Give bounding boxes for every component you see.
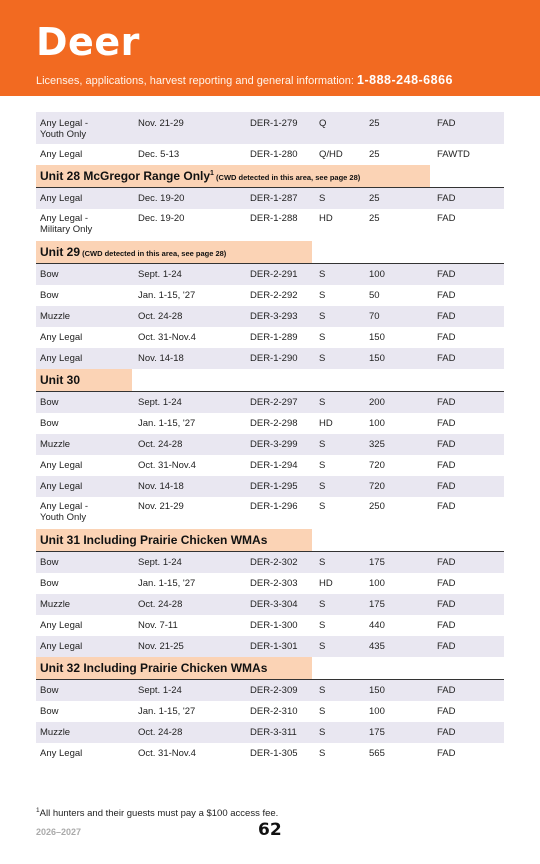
hunt-code: DER-3-311 xyxy=(250,727,297,738)
bag-limit: FAD xyxy=(437,557,456,568)
hunt-dates: Sept. 1-24 xyxy=(138,557,182,568)
hunt-code: DER-1-279 xyxy=(250,118,298,129)
license-type: HD xyxy=(319,213,333,224)
table-row xyxy=(36,144,504,165)
hunt-type-line: Bow xyxy=(40,397,59,408)
hunt-type-line: Bow xyxy=(40,290,59,301)
license-type: S xyxy=(319,332,326,343)
header-subtitle xyxy=(36,73,453,88)
hunt-type xyxy=(40,599,132,610)
hunt-type-line: Bow xyxy=(40,706,59,717)
hunt-code: DER-2-302 xyxy=(250,557,298,568)
hunt-type xyxy=(40,460,132,471)
hunt-dates: Nov. 21-29 xyxy=(138,118,184,129)
hunt-code: DER-2-303 xyxy=(250,578,298,589)
bag-limit: FAD xyxy=(437,620,456,631)
hunt-code: DER-2-292 xyxy=(250,290,298,301)
table-row xyxy=(36,285,504,306)
unit-label xyxy=(36,241,312,263)
hunt-dates: Nov. 21-25 xyxy=(138,641,184,652)
license-type: S xyxy=(319,620,326,631)
unit-note: (CWD detected in this area, see page 28) xyxy=(80,249,227,258)
hunt-type xyxy=(40,193,132,204)
hunt-type-line: Any Legal - xyxy=(40,213,89,224)
bag-limit: FAD xyxy=(437,332,456,343)
license-count: 25 xyxy=(369,213,380,224)
hunt-dates: Nov. 21-29 xyxy=(138,501,184,512)
hunt-type-qualifier: Youth Only xyxy=(40,129,87,140)
table-row xyxy=(36,594,504,615)
bag-limit: FAD xyxy=(437,599,456,610)
table-row xyxy=(36,476,504,497)
hunt-type-line: Bow xyxy=(40,685,59,696)
hunt-code: DER-2-291 xyxy=(250,269,298,280)
footnote-text: All hunters and their guests must pay a $100 access fee. xyxy=(39,808,279,819)
hunt-type-line: Muzzle xyxy=(40,439,71,450)
table-row xyxy=(36,306,504,327)
license-count: 565 xyxy=(369,748,385,759)
license-count: 100 xyxy=(369,418,385,429)
footnote-marker: 1 xyxy=(36,807,40,814)
table-row xyxy=(36,455,504,476)
hunt-type xyxy=(40,748,132,759)
hunt-type-line: Any Legal xyxy=(40,332,83,343)
license-count: 25 xyxy=(369,149,380,160)
unit-label xyxy=(36,657,312,679)
hunt-type-line: Any Legal xyxy=(40,620,83,631)
hunt-type xyxy=(40,213,132,235)
table-row xyxy=(36,348,504,369)
unit-header xyxy=(36,369,504,392)
hunt-dates: Sept. 1-24 xyxy=(138,397,182,408)
hunt-type xyxy=(40,332,132,343)
table-row xyxy=(36,188,504,209)
license-count: 150 xyxy=(369,332,385,343)
hunt-type xyxy=(40,557,132,568)
hunt-code: DER-1-287 xyxy=(250,193,298,204)
unit-header xyxy=(36,165,504,188)
table-row xyxy=(36,434,504,455)
hunt-dates: Jan. 1-15, '27 xyxy=(138,706,196,717)
hunt-type xyxy=(40,439,132,450)
hunt-dates: Sept. 1-24 xyxy=(138,269,182,280)
hunt-code: DER-3-304 xyxy=(250,599,298,610)
hunt-type xyxy=(40,727,132,738)
license-count: 25 xyxy=(369,118,380,129)
hunt-dates: Oct. 31-Nov.4 xyxy=(138,332,196,343)
hunt-type-line: Any Legal xyxy=(40,353,83,364)
hunt-dates: Dec. 19-20 xyxy=(138,193,185,204)
unit-header xyxy=(36,529,504,552)
hunt-table xyxy=(36,112,504,764)
bag-limit: FAD xyxy=(437,397,456,408)
hunt-type-line: Bow xyxy=(40,418,59,429)
hunt-dates: Dec. 19-20 xyxy=(138,213,185,224)
unit-name: Unit 30 xyxy=(40,373,81,387)
license-count: 150 xyxy=(369,685,385,696)
hunt-type xyxy=(40,149,132,160)
license-type: Q/HD xyxy=(319,149,343,160)
hunt-code: DER-2-298 xyxy=(250,418,298,429)
license-count: 150 xyxy=(369,353,385,364)
hunt-dates: Sept. 1-24 xyxy=(138,685,182,696)
license-type: S xyxy=(319,269,326,280)
hunt-code: DER-2-310 xyxy=(250,706,298,717)
hunt-type-line: Any Legal - xyxy=(40,501,89,512)
footer-years: 2026–2027 xyxy=(36,827,82,837)
hunt-type-line: Muzzle xyxy=(40,727,71,738)
table-row xyxy=(36,413,504,434)
license-type: S xyxy=(319,557,326,568)
license-type: S xyxy=(319,353,326,364)
hunt-dates: Nov. 14-18 xyxy=(138,353,184,364)
license-type: S xyxy=(319,481,326,492)
hunt-code: DER-1-288 xyxy=(250,213,298,224)
license-count: 250 xyxy=(369,501,385,512)
page-header xyxy=(0,0,540,96)
hunt-type-qualifier: Youth Only xyxy=(40,512,87,523)
license-count: 720 xyxy=(369,481,385,492)
hunt-dates: Oct. 24-28 xyxy=(138,599,183,610)
unit-note: (CWD detected in this area, see page 28) xyxy=(213,173,361,182)
bag-limit: FAD xyxy=(437,481,456,492)
hunt-type xyxy=(40,269,132,280)
bag-limit: FAD xyxy=(437,685,456,696)
license-count: 440 xyxy=(369,620,385,631)
hunt-type-line: Muzzle xyxy=(40,599,71,610)
license-count: 100 xyxy=(369,269,385,280)
hunt-type xyxy=(40,353,132,364)
license-count: 175 xyxy=(369,599,385,610)
bag-limit: FAD xyxy=(437,501,456,512)
table-row xyxy=(36,680,504,701)
license-type: S xyxy=(319,685,326,696)
license-count: 70 xyxy=(369,311,380,322)
table-row xyxy=(36,327,504,348)
hunt-dates: Jan. 1-15, '27 xyxy=(138,578,196,589)
hunt-code: DER-1-301 xyxy=(250,641,298,652)
license-type: S xyxy=(319,501,326,512)
hunt-type xyxy=(40,501,132,523)
table-row xyxy=(36,743,504,764)
license-count: 720 xyxy=(369,460,385,471)
bag-limit: FAD xyxy=(437,213,456,224)
hunt-type xyxy=(40,578,132,589)
unit-header xyxy=(36,241,504,264)
bag-limit: FAD xyxy=(437,578,456,589)
license-type: Q xyxy=(319,118,327,129)
bag-limit: FAD xyxy=(437,418,456,429)
hunt-code: DER-1-294 xyxy=(250,460,298,471)
hunt-code: DER-1-280 xyxy=(250,149,298,160)
table-row xyxy=(36,552,504,573)
hunt-dates: Oct. 24-28 xyxy=(138,727,183,738)
license-type: S xyxy=(319,599,326,610)
hunt-code: DER-3-299 xyxy=(250,439,298,450)
table-row xyxy=(36,636,504,657)
license-type: S xyxy=(319,641,326,652)
hunt-dates: Jan. 1-15, '27 xyxy=(138,290,196,301)
hunt-code: DER-2-297 xyxy=(250,397,298,408)
hunt-type-line: Bow xyxy=(40,578,59,589)
bag-limit: FAD xyxy=(437,193,456,204)
hunt-type-line: Muzzle xyxy=(40,311,71,322)
hunt-type xyxy=(40,397,132,408)
license-type: S xyxy=(319,439,326,450)
hunt-dates: Nov. 7-11 xyxy=(138,620,178,631)
hunt-dates: Nov. 14-18 xyxy=(138,481,184,492)
table-row xyxy=(36,209,504,241)
bag-limit: FAD xyxy=(437,118,456,129)
table-row xyxy=(36,573,504,594)
bag-limit: FAWTD xyxy=(437,149,470,160)
license-count: 325 xyxy=(369,439,385,450)
table-row xyxy=(36,722,504,743)
hunt-code: DER-1-289 xyxy=(250,332,298,343)
hunt-dates: Oct. 24-28 xyxy=(138,439,183,450)
license-type: S xyxy=(319,311,326,322)
hunt-type xyxy=(40,290,132,301)
license-count: 100 xyxy=(369,578,385,589)
hunt-code: DER-1-305 xyxy=(250,748,298,759)
bag-limit: FAD xyxy=(437,311,456,322)
license-type: S xyxy=(319,397,326,408)
hunt-type-qualifier: Military Only xyxy=(40,224,93,235)
hunt-dates: Oct. 31-Nov.4 xyxy=(138,748,196,759)
hunt-dates: Oct. 31-Nov.4 xyxy=(138,460,196,471)
license-count: 25 xyxy=(369,193,380,204)
hunt-code: DER-1-290 xyxy=(250,353,298,364)
table-row xyxy=(36,392,504,413)
license-type: S xyxy=(319,748,326,759)
unit-header xyxy=(36,657,504,680)
page-number: 62 xyxy=(258,820,282,840)
hunt-type xyxy=(40,311,132,322)
bag-limit: FAD xyxy=(437,269,456,280)
license-count: 175 xyxy=(369,727,385,738)
hunt-type xyxy=(40,685,132,696)
unit-name: Unit 29 xyxy=(40,245,81,259)
hunt-type xyxy=(40,481,132,492)
hunt-type-line: Any Legal xyxy=(40,481,83,492)
license-count: 100 xyxy=(369,706,385,717)
hunt-type-line: Any Legal xyxy=(40,641,83,652)
license-type: S xyxy=(319,290,326,301)
table-row xyxy=(36,264,504,285)
unit-name: Unit 32 Including Prairie Chicken WMAs xyxy=(40,661,268,675)
subtitle-text: Licenses, applications, harvest reporting and general information: xyxy=(36,75,358,87)
hunt-code: DER-1-300 xyxy=(250,620,298,631)
footnote-marker: 1 xyxy=(210,170,214,177)
unit-label xyxy=(36,529,312,551)
bag-limit: FAD xyxy=(437,641,456,652)
bag-limit: FAD xyxy=(437,460,456,471)
license-type: S xyxy=(319,193,326,204)
table-row xyxy=(36,112,504,144)
license-count: 435 xyxy=(369,641,385,652)
table-row xyxy=(36,701,504,722)
hunt-type-line: Any Legal xyxy=(40,193,83,204)
hunt-type-line: Any Legal xyxy=(40,460,83,471)
hunt-code: DER-1-296 xyxy=(250,501,298,512)
bag-limit: FAD xyxy=(437,748,456,759)
unit-name: Unit 28 McGregor Range Only xyxy=(40,169,211,183)
unit-label xyxy=(36,369,132,391)
hunt-type xyxy=(40,418,132,429)
hunt-dates: Jan. 1-15, '27 xyxy=(138,418,196,429)
phone-number: 1-888-248-6866 xyxy=(357,73,453,87)
bag-limit: FAD xyxy=(437,727,456,738)
hunt-dates: Oct. 24-28 xyxy=(138,311,183,322)
hunt-type-line: Bow xyxy=(40,557,59,568)
bag-limit: FAD xyxy=(437,706,456,717)
table-row xyxy=(36,497,504,529)
license-type: S xyxy=(319,460,326,471)
footnote xyxy=(36,808,278,819)
hunt-dates: Dec. 5-13 xyxy=(138,149,180,160)
hunt-type-line: Bow xyxy=(40,269,59,280)
hunt-type xyxy=(40,118,132,140)
hunt-code: DER-3-293 xyxy=(250,311,298,322)
hunt-type-line: Any Legal - xyxy=(40,118,89,129)
license-type: HD xyxy=(319,578,333,589)
hunt-type-line: Any Legal xyxy=(40,748,83,759)
hunt-code: DER-1-295 xyxy=(250,481,298,492)
bag-limit: FAD xyxy=(437,353,456,364)
unit-name: Unit 31 Including Prairie Chicken WMAs xyxy=(40,533,268,547)
hunt-type xyxy=(40,706,132,717)
unit-label xyxy=(36,165,430,187)
license-type: HD xyxy=(319,418,333,429)
license-type: S xyxy=(319,706,326,717)
license-count: 50 xyxy=(369,290,380,301)
bag-limit: FAD xyxy=(437,439,456,450)
license-count: 200 xyxy=(369,397,385,408)
page-title: Deer xyxy=(36,20,140,64)
hunt-type-line: Any Legal xyxy=(40,149,83,160)
hunt-code: DER-2-309 xyxy=(250,685,298,696)
license-type: S xyxy=(319,727,326,738)
table-row xyxy=(36,615,504,636)
hunt-type xyxy=(40,620,132,631)
hunt-type xyxy=(40,641,132,652)
license-count: 175 xyxy=(369,557,385,568)
bag-limit: FAD xyxy=(437,290,456,301)
